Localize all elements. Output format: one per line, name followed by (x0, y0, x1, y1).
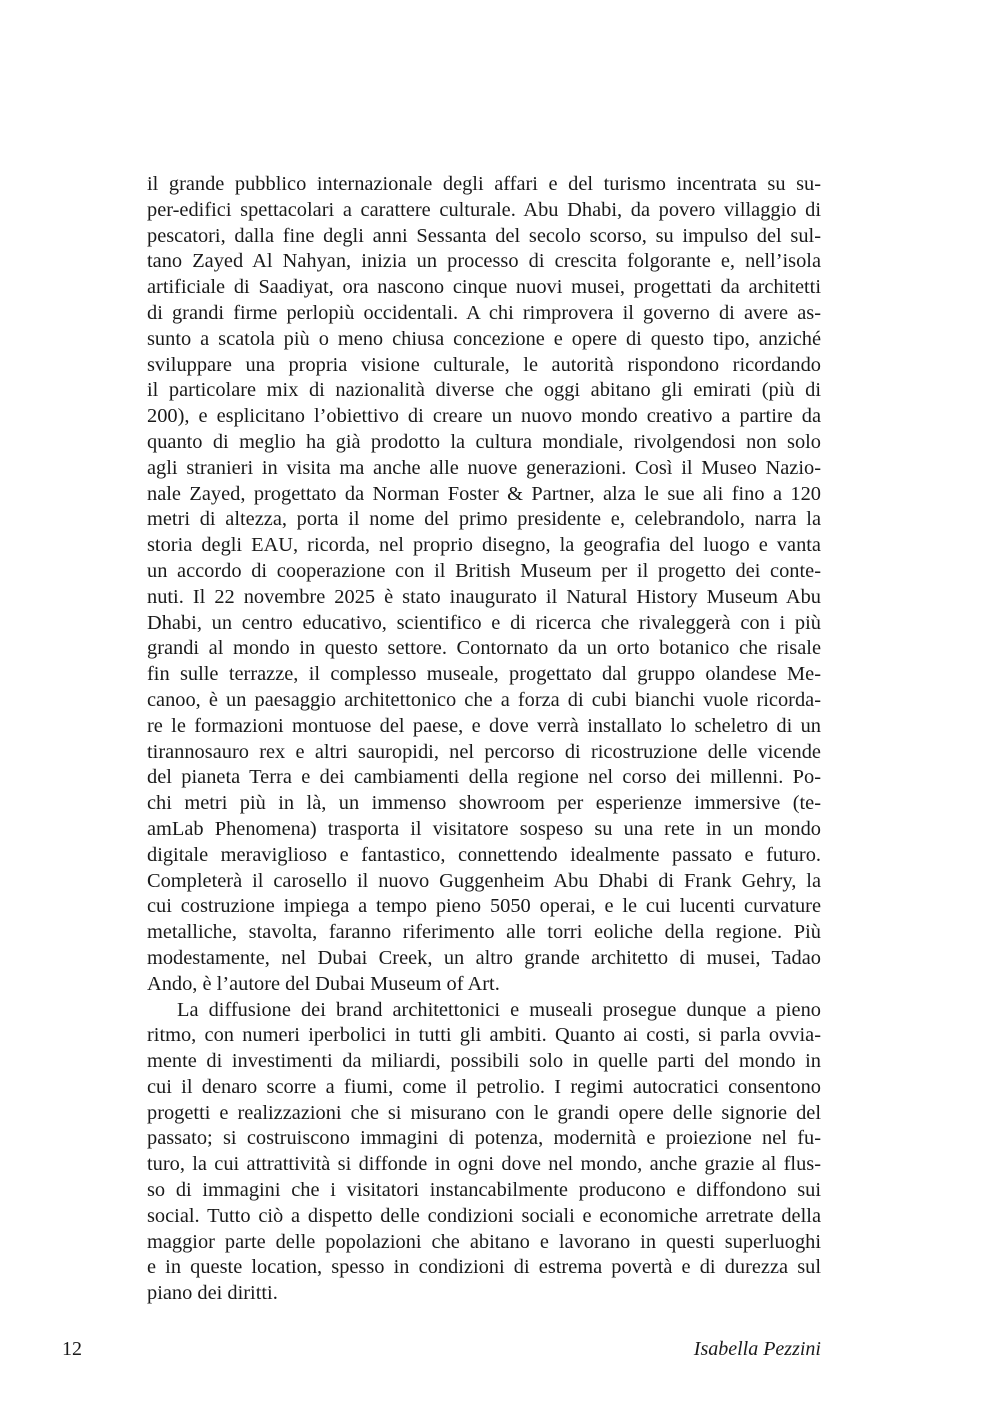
text-line: cui costruzione impiega a tempo pieno 5050 operai, e le cui lucenti curvature (147, 895, 821, 918)
text-line: nale Zayed, progettato da Norman Foster & Partner, alza le sue ali fino a 120 (147, 482, 821, 505)
text-line: un accordo di cooperazione con il British Museum per il progetto dei conte- (147, 559, 821, 582)
text-line: modestamente, nel Dubai Creek, un altro grande architetto di musei, Tadao (147, 946, 821, 969)
text-line: storia degli EAU, ricorda, nel proprio disegno, la geografia del luogo e vanta (147, 534, 821, 557)
text-line: tirannosauro rex e altri sauropidi, nel percorso di ricostruzione delle vicende (147, 740, 821, 763)
text-line: progetti e realizzazioni che si misurano con le grandi opere delle signorie del (147, 1101, 821, 1124)
text-line: del pianeta Terra e dei cambiamenti della regione nel corso dei millenni. Po- (147, 766, 821, 789)
running-footer-author: Isabella Pezzini (693, 1338, 821, 1360)
body-text (147, 172, 821, 1307)
text-line: agli stranieri in visita ma anche alle nuove generazioni. Così il Museo Nazio- (147, 456, 821, 479)
text-line: nuti. Il 22 novembre 2025 è stato inaugurato il Natural History Museum Abu (147, 585, 821, 608)
paragraph (147, 172, 821, 998)
text-line: per-edifici spettacolari a carattere culturale. Abu Dhabi, da povero villaggio di (147, 198, 821, 221)
text-line: cui il denaro scorre a fiumi, come il petrolio. I regimi autocratici consentono (147, 1075, 821, 1098)
text-line: re le formazioni montuose del paese, e dove verrà installato lo scheletro di un (147, 714, 821, 737)
text-line: digitale meraviglioso e fantastico, connettendo idealmente passato e futuro. (147, 843, 821, 866)
page-number: 12 (62, 1338, 82, 1360)
text-line: e in queste location, spesso in condizioni di estrema povertà e di durezza sul (147, 1256, 821, 1279)
text-line: quanto di meglio ha già prodotto la cultura mondiale, rivolgendosi non solo (147, 430, 821, 453)
text-line: mente di investimenti da miliardi, possibili solo in quelle parti del mondo in (147, 1050, 821, 1073)
text-line: di grandi firme perlopiù occidentali. A chi rimprovera il governo di avere as- (147, 301, 821, 324)
paragraph (147, 998, 821, 1308)
text-line: tano Zayed Al Nahyan, inizia un processo di crescita folgorante e, nell’isola (147, 250, 821, 273)
text-line: ritmo, con numeri iperbolici in tutti gli ambiti. Quanto ai costi, si parla ovvia- (147, 1024, 821, 1047)
text-line: La diffusione dei brand architettonici e museali prosegue dunque a pieno (177, 998, 821, 1021)
text-line: artificiale di Saadiyat, ora nascono cinque nuovi musei, progettati da architetti (147, 276, 821, 299)
text-line: pescatori, dalla fine degli anni Sessanta del secolo scorso, su impulso del sul- (147, 224, 821, 247)
text-line: piano dei diritti. (147, 1282, 278, 1305)
text-line: turo, la cui attrattività si diffonde in ogni dove nel mondo, anche grazie al flus- (147, 1153, 821, 1176)
text-line: Completerà il carosello il nuovo Guggenheim Abu Dhabi di Frank Gehry, la (147, 869, 821, 892)
text-line: Ando, è l’autore del Dubai Museum of Art. (147, 972, 500, 995)
text-line: fin sulle terrazze, il complesso museale, progettato dal gruppo olandese Me- (147, 663, 821, 686)
text-line: so di immagini che i visitatori instancabilmente producono e diffondono sui (147, 1179, 821, 1202)
text-line: chi metri più in là, un immenso showroom per esperienze immersive (te- (147, 792, 821, 815)
text-line: metri di altezza, porta il nome del primo presidente e, celebrandolo, narra la (147, 508, 821, 531)
text-line: 200), e esplicitano l’obiettivo di creare un nuovo mondo creativo a partire da (147, 405, 821, 428)
text-line: social. Tutto ciò a dispetto delle condizioni sociali e economiche arretrate della (147, 1204, 821, 1227)
text-line: canoo, è un paesaggio architettonico che a forza di cubi bianchi vuole ricorda- (147, 688, 821, 711)
text-line: maggior parte delle popolazioni che abitano e lavorano in questi superluoghi (147, 1230, 821, 1253)
text-line: amLab Phenomena) trasporta il visitatore sospeso su una rete in un mondo (147, 817, 821, 840)
text-line: metalliche, stavolta, faranno riferimento alle torri eoliche della regione. Più (147, 921, 821, 944)
text-line: il grande pubblico internazionale degli affari e del turismo incentrata su su- (147, 173, 821, 195)
text-line: grandi al mondo in questo settore. Contornato da un orto botanico che risale (147, 637, 821, 660)
text-line: sunto a scatola più o meno chiusa concezione e opere di questo tipo, anziché (147, 327, 821, 350)
text-line: passato; si costruiscono immagini di potenza, modernità e proiezione nel fu- (147, 1127, 821, 1150)
text-line: Dhabi, un centro educativo, scientifico e di ricerca che rivaleggerà con i più (147, 611, 821, 634)
text-line: il particolare mix di nazionalità diverse che oggi abitano gli emirati (più di (147, 379, 821, 402)
text-line: sviluppare una propria visione culturale, le autorità rispondono ricordando (147, 353, 821, 376)
